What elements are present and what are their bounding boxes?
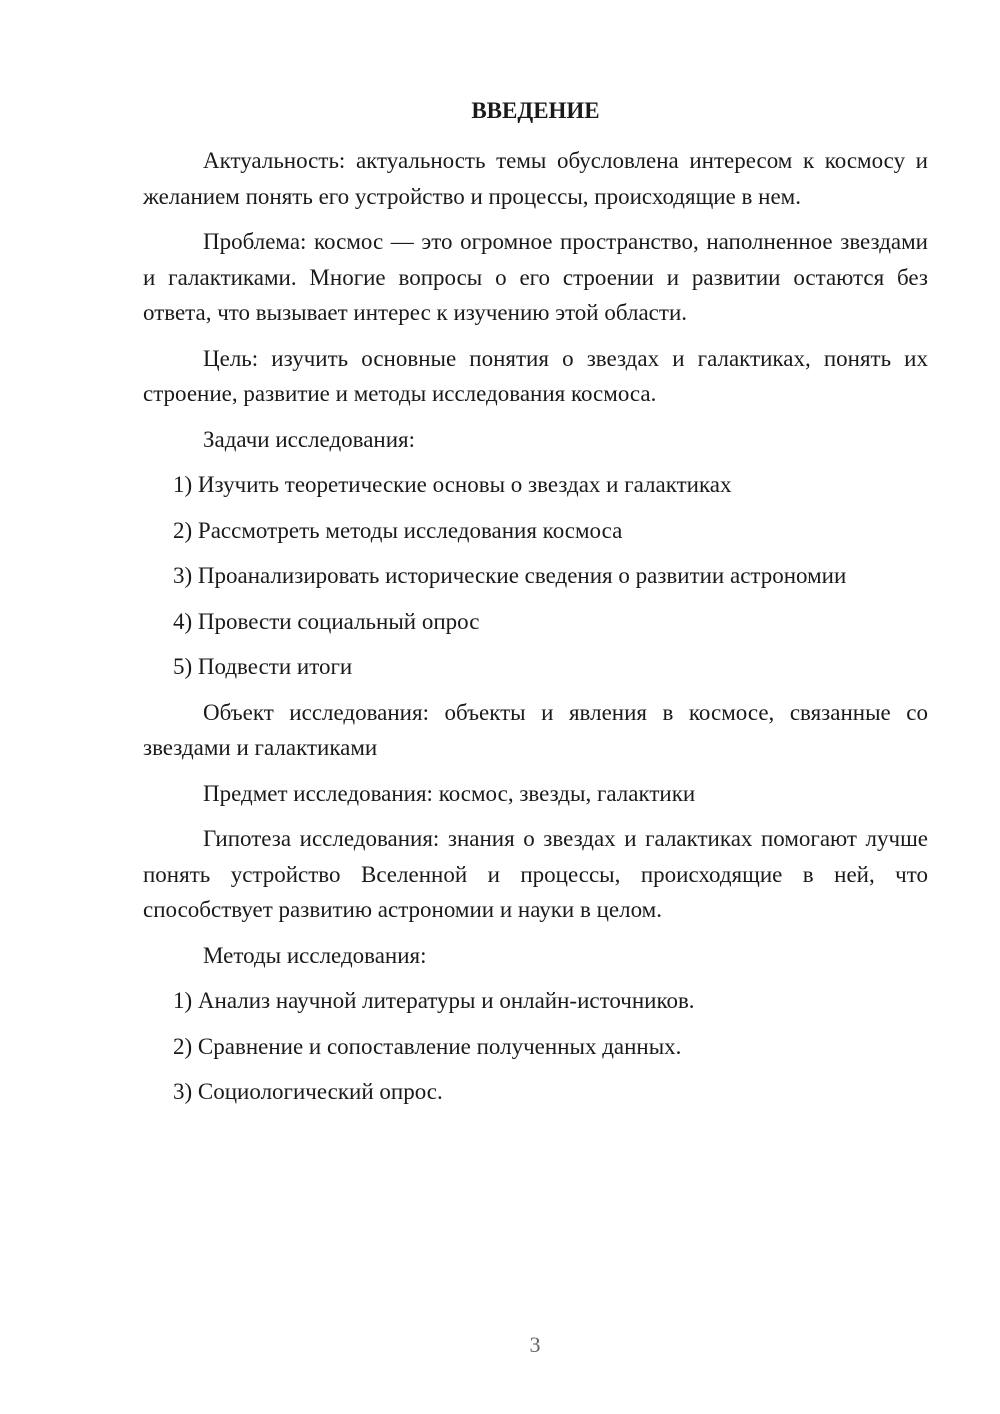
task-item: 1) Изучить теоретические основы о звездах и галактиках <box>173 472 732 497</box>
hypothesis-paragraph: Гипотеза исследования: знания о звездах и галактиках помогают лучше понять устройство Вселенной и процессы, происходящие в ней, что способствует развитию астрономии и науки в целом. <box>143 826 928 922</box>
relevance-paragraph: Актуальность: актуальность темы обусловлена интересом к космосу и желанием понять его устройство и процессы, происходящие в нем. <box>143 148 928 209</box>
methods-list <box>143 983 928 1110</box>
methods-heading: Методы исследования: <box>203 942 427 968</box>
tasks-heading: Задачи исследования: <box>203 426 416 452</box>
task-item: 3) Проанализировать исторические сведения о развитии астрономии <box>173 563 847 588</box>
problem-paragraph: Проблема: космос — это огромное пространство, наполненное звездами и галактиками. Многие вопросы о его строении и развитии остаются без ответа, что вызывает интерес к изучению этой области. <box>143 229 928 325</box>
task-item: 4) Провести социальный опрос <box>173 608 480 634</box>
subject-paragraph: Предмет исследования: космос, звезды, галактики <box>203 780 696 806</box>
method-item: 1) Анализ научной литературы и онлайн-источников. <box>173 988 695 1013</box>
tasks-list <box>143 467 928 685</box>
goal-paragraph: Цель: изучить основные понятия о звездах и галактиках, понять их строение, развитие и методы исследования космоса. <box>143 345 928 406</box>
task-item: 5) Подвести итоги <box>173 654 353 679</box>
section-heading: ВВЕДЕНИЕ <box>471 98 600 123</box>
method-item: 3) Социологический опрос. <box>173 1079 443 1104</box>
page-number: 3 <box>529 1332 541 1357</box>
document-body <box>143 143 928 1120</box>
method-item: 2) Сравнение и сопоставление полученных данных. <box>173 1033 682 1059</box>
task-item: 2) Рассмотреть методы исследования космоса <box>173 517 623 543</box>
object-paragraph: Объект исследования: объекты и явления в космосе, связанные со звездами и галактиками <box>143 699 928 760</box>
